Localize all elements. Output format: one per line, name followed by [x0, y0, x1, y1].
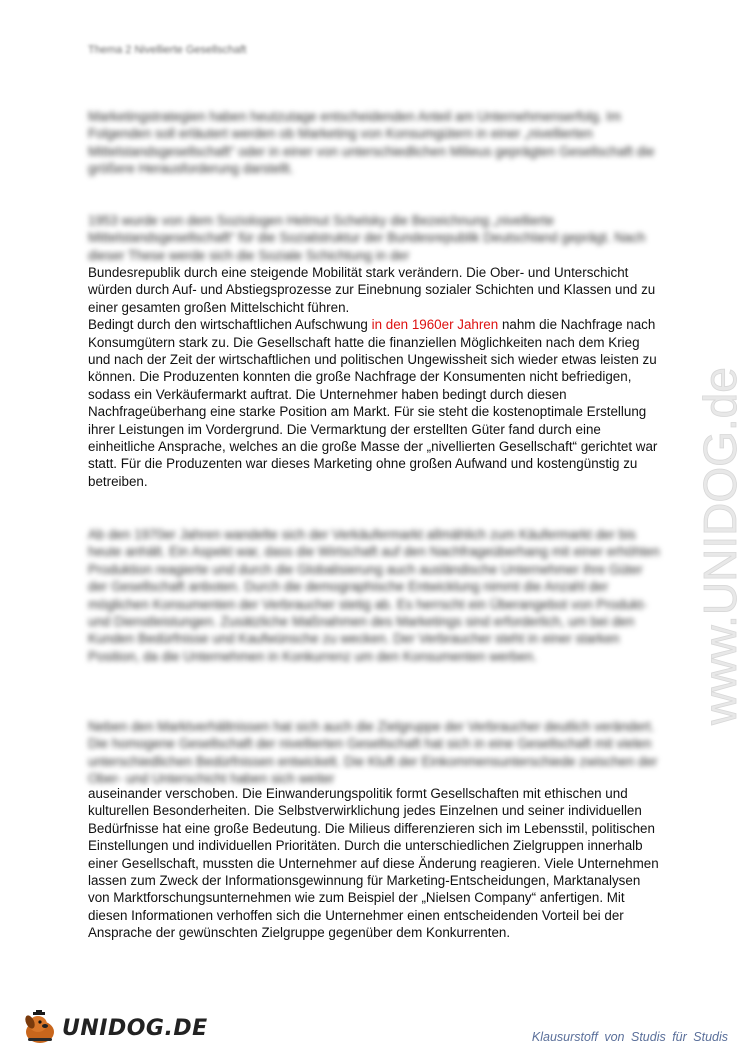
- watermark-text: www.UNIDOG.de: [694, 367, 746, 725]
- paragraph-schelsky: [88, 264, 663, 490]
- page-header: Thema 2 Nivellierte Gesellschaft: [88, 44, 247, 56]
- paragraph-1970s: Ab den 1970er Jahren wandelte sich der Verkäufermarkt allmählich zum Käufermarkt der bis heute anhält. Ein Aspekt war, dass die Wirtschaft auf den Nachfrageüberhang mit einer erhöhten Produktion reagierte und durch die Globalisierung auch ausländische Unternehmer ihre Güter der Gesellschaft anboten. Durch die demographische Entwicklung nimmt die Anzahl der möglichen Konsumenten der Verbraucher stetig ab. Es herrscht ein Überangebot von Produkt- und Dienstleistungen. Zusätzliche Maßnahmen des Marketings sind erforderlich, um bei den Kunden Bedürfnisse und Kaufwünsche zu wecken. Der Verbraucher steht in einer starken Position, da die Unternehmen in Konkurrenz um den Konsumenten werben.: [88, 527, 660, 664]
- paragraph-text: Bundesrepublik durch eine steigende Mobilität stark verändern. Die Ober- und Unterschicht würden durch Auf- und Abstiegsprozesse zur Einebnung sozialer Schichten und Klassen und zu einer gesamten großen Mittelschicht führen.: [88, 265, 656, 315]
- paragraph-target-group-blurred: Neben den Marktverhältnissen hat sich auch die Zielgruppe der Verbraucher deutlich verändert. Die homogene Gesellschaft der nivellierten Gesellschaft hat sich in eine Gesellschaft mit vielen unterschiedlichen Bedürfnissen entwickelt. Die Kluft der Einkommensunterschiede zwischen der Ober- und Unterschicht haben sich weiter: [88, 719, 658, 787]
- highlighted-text: in den 1960er Jahren: [371, 317, 499, 333]
- unidog-logo[interactable]: [20, 1010, 208, 1046]
- footer-tagline: Klausurstoff von Studis für Studis: [531, 1030, 728, 1044]
- paragraph-text: nahm die Nachfrage nach Konsumgütern stark zu. Die Gesellschaft hatte die finanziellen Möglichkeiten nach dem Krieg und nach der Zeit der wirtschaftlichen und politischen Ungewissheit sich wieder etwas leisten zu können. Die Produzenten konnten die große Nachfrage der Konsumenten nicht befriedigen, sodass ein Verkäufermarkt auftrat. Die Unternehmer haben bedingt durch diesen Nachfrageüberhang eine starke Position am Markt. Für sie steht die kostenoptimale Erstellung ihrer Leistungen im Vordergrund. Die Vermarktung der erstellten Güter fand durch eine einheitliche Ansprache, welches an die große Masse der „nivellierten Gesellschaft“ gerichtet war statt. Für die Produzenten war dieses Marketing ohne großen Aufwand und kostengünstig zu betreiben.: [88, 317, 658, 489]
- dog-icon: [20, 1010, 60, 1046]
- paragraph-target-group: auseinander verschoben. Die Einwanderungspolitik formt Gesellschaften mit ethischen und kulturellen Besonderheiten. Die Selbstverwirklichung jedes Einzelnen und seiner individuellen Bedürfnisse hat eine große Bedeutung. Die Milieus differenzieren sich im Lebensstil, politischen Einstellungen und individuellen Prioritäten. Durch die unterschiedlichen Zielgruppen innerhalb einer Gesellschaft, mussten die Unternehmer auf diese Änderung reagieren. Viele Unternehmen lassen zum Zweck der Informationsgewinnung für Marketing-Entscheidungen, Marktanalysen von Marktforschungsunternehmen wie zum Beispiel der „Nielsen Company“ anfertigen. Mit diesen Informationen verhoffen sich die Unternehmer einen entscheidenden Vorteil bei der Ansprache der gewünschten Zielgruppe gegenüber dem Konkurrenten.: [88, 786, 659, 941]
- watermark: [690, 230, 750, 730]
- paragraph-text: Bedingt durch den wirtschaftlichen Aufschwung: [88, 317, 368, 333]
- paragraph-intro: Marketingstrategien haben heutzutage entscheidenden Anteil am Unternehmenserfolg. Im Folgenden soll erläutert werden ob Marketing von Konsumgütern in einer „nivellierten Mittelstandsgesellschaft“ oder in einer von unterschiedlichen Milieus geprägten Gesellschaft die größere Herausforderung darstellt.: [88, 109, 655, 177]
- paragraph-schelsky-blurred: 1953 wurde von dem Soziologen Helmut Schelsky die Bezeichnung „nivellierte Mittelstandsgesellschaft“ für die Sozialstruktur der Bundesrepublik Deutschland geprägt. Nach dieser These werde sich die Soziale Schichtung in der: [88, 213, 646, 263]
- logo-text: UNIDOG.DE: [62, 1015, 208, 1041]
